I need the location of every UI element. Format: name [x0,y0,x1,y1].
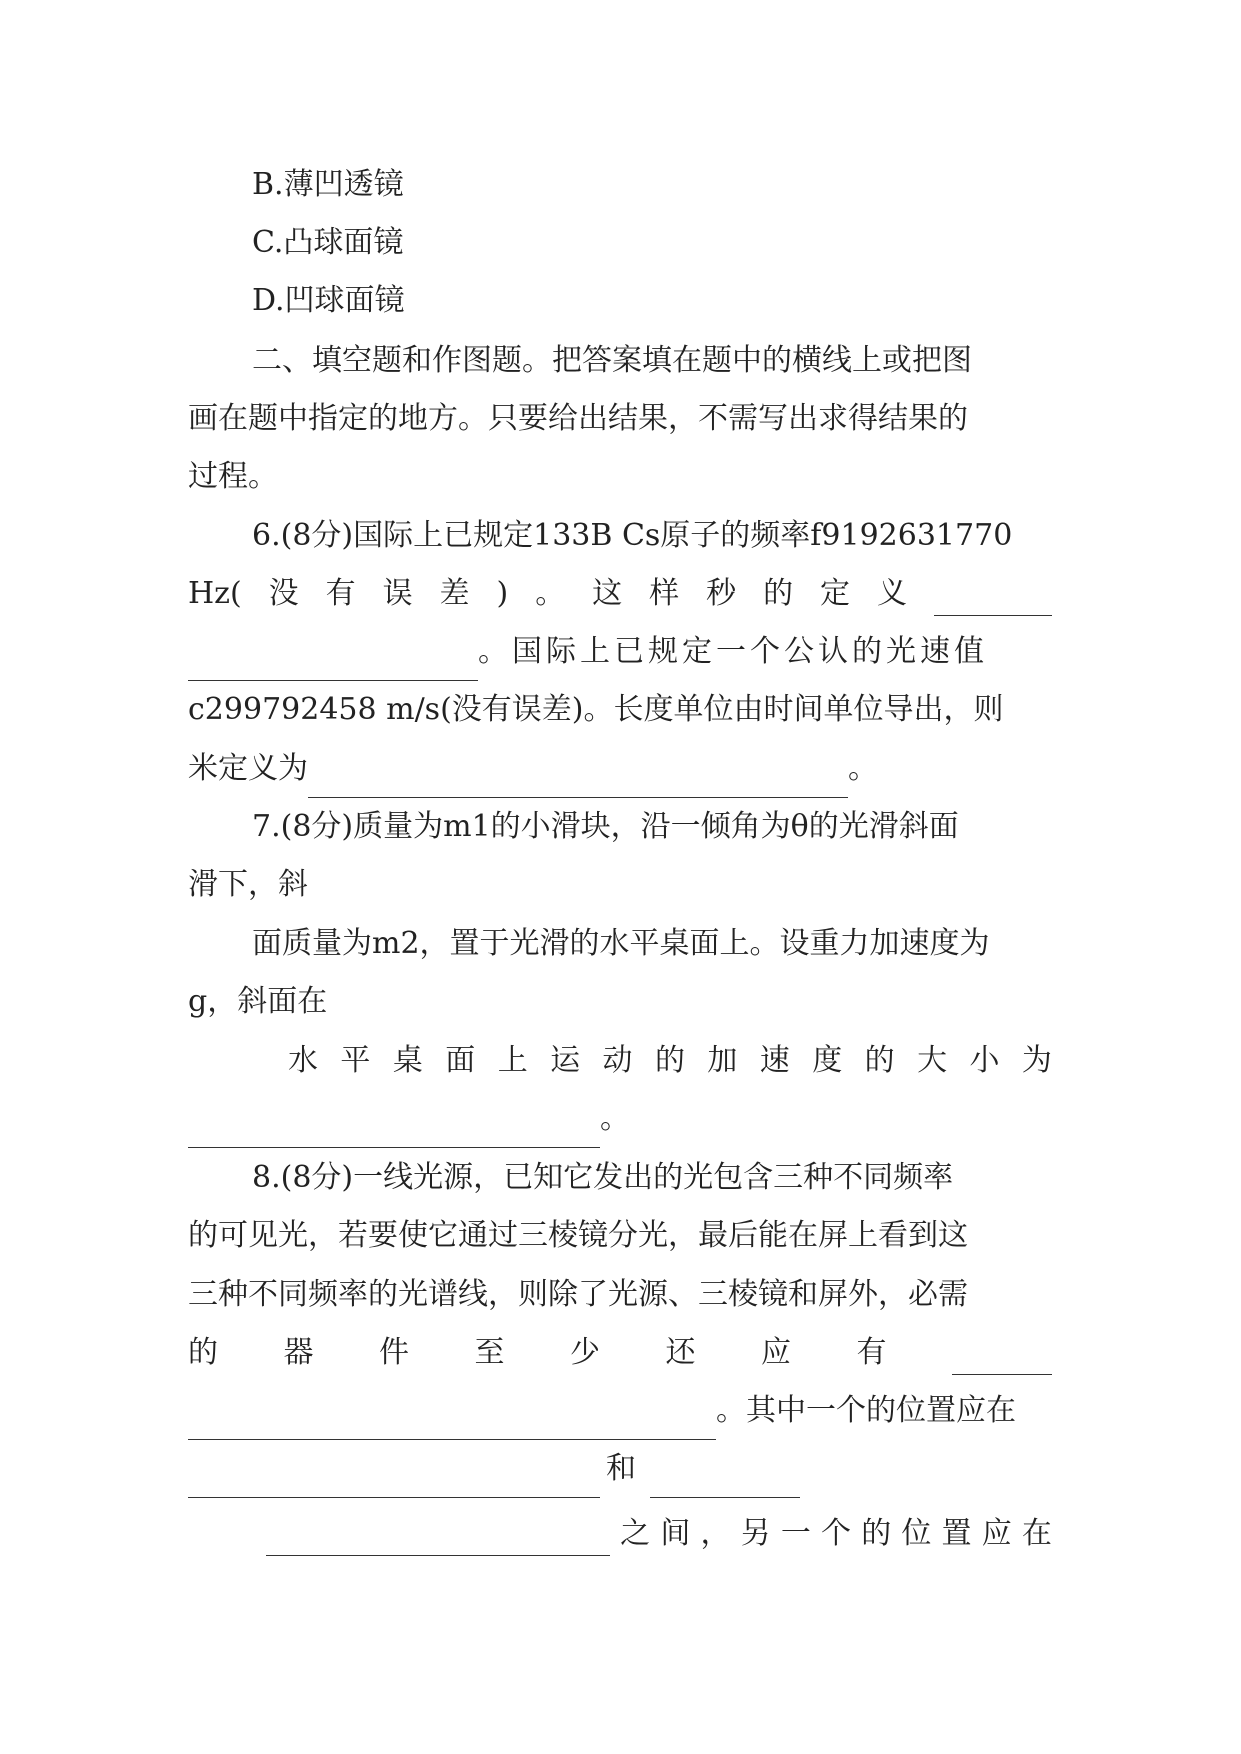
q7-line4: g，斜面在 [188,984,328,1019]
option-c: C.凸球面镜 [252,225,404,260]
q7-word: 桌 [392,1043,423,1078]
q6-word: 样 [649,576,680,611]
q7-line3: 面质量为m2，置于光滑的水平桌面上。设重力加速度为 [252,926,990,961]
q8-answer-blank-3-cont[interactable] [266,1513,610,1556]
q8-line6 [188,1440,1052,1498]
q7-line2: 滑下，斜 [188,867,308,902]
section2-line1: 二、填空题和作图题。把答案填在题中的横线上或把图 [252,343,972,378]
q6-line3 [188,623,1052,681]
q6-word: 。 [535,576,566,611]
q6-line1: 6.(8分)国际上已规定133B Cs原子的频率f9192631770 [252,518,1013,553]
q7-word: 度 [812,1043,843,1078]
q6-word: 这 [592,576,623,611]
q7-word: 加 [707,1043,738,1078]
q6-line3-text: 。国际上已规定一个公认的光速值 [478,634,988,669]
q6-line5-suffix: 。 [848,751,878,786]
q6-line5-prefix: 米定义为 [188,751,308,786]
q7-word: 的 [864,1043,895,1078]
q7-line6-suffix: 。 [600,1101,630,1136]
q8-word: 另 [740,1516,771,1551]
q8-word: 件 [379,1335,409,1370]
q7-line6 [188,1090,1052,1148]
q8-word: 之 [620,1516,651,1551]
q7-word: 大 [917,1043,948,1078]
q7-word: 小 [969,1043,1000,1078]
q8-word: 应 [981,1516,1012,1551]
q6-word: Hz( [188,576,242,611]
q7-line5 [188,1032,1052,1090]
q8-word: 有 [856,1335,887,1370]
q8-word: 应 [761,1335,791,1370]
q8-word: 少 [570,1335,600,1370]
option-d: D.凹球面镜 [252,283,405,318]
q8-line7 [188,1505,1052,1563]
q8-answer-blank-3[interactable] [650,1455,800,1498]
q6-word: 误 [382,576,413,611]
q6-word: 定 [820,576,851,611]
q8-word: 位 [901,1516,932,1551]
q8-answer-blank-2[interactable] [188,1455,600,1498]
q8-word: 个 [821,1516,852,1551]
q6-answer-blank-2[interactable] [308,755,848,798]
q7-word: 水 [288,1043,318,1078]
q6-word: 没 [268,576,299,611]
q7-word: 动 [602,1043,633,1078]
q8-answer-blank-1[interactable] [952,1332,1052,1375]
q8-line1: 8.(8分)一线光源，已知它发出的光包含三种不同频率 [252,1160,954,1195]
q8-word: 至 [474,1335,505,1370]
q7-word: 速 [759,1043,790,1078]
q8-answer-blank-1-cont[interactable] [188,1397,716,1440]
q8-line3: 三种不同频率的光谱线，则除了光源、三棱镜和屏外，必需 [188,1277,968,1312]
q6-answer-blank-1[interactable] [934,573,1052,616]
q7-word: 面 [445,1043,476,1078]
q7-word: 为 [1021,1043,1052,1078]
q8-word: ， [700,1516,731,1551]
q7-answer-blank[interactable] [188,1105,600,1148]
q8-word: 一 [780,1516,811,1551]
q6-answer-blank-1-cont[interactable] [188,638,478,681]
q8-word: 的 [861,1516,892,1551]
q8-word: 在 [1021,1516,1052,1551]
q8-line5 [188,1382,1052,1440]
section2-line3: 过程。 [188,459,278,494]
q7-word: 平 [340,1043,371,1078]
section2-line2: 画在题中指定的地方。只要给出结果，不需写出求得结果的 [188,401,968,436]
q6-word: 差 [439,576,470,611]
q6-word: 义 [877,576,908,611]
q6-word: 有 [325,576,356,611]
q7-word: 上 [497,1043,528,1078]
q8-word: 间 [660,1516,691,1551]
q8-line2: 的可见光，若要使它通过三棱镜分光，最后能在屏上看到这 [188,1218,968,1253]
q8-word: 器 [283,1335,314,1370]
q6-word: 秒 [706,576,737,611]
q8-line4 [188,1324,1052,1382]
q7-word: 运 [550,1043,581,1078]
q7-line1: 7.(8分)质量为m1的小滑块，沿一倾角为θ的光滑斜面 [252,809,959,844]
q8-word: 还 [665,1335,696,1370]
q8-word: 的 [188,1335,218,1370]
q8-line6-mid: 和 [606,1451,636,1486]
q6-line4: c299792458 m/s(没有误差)。长度单位由时间单位导出，则 [188,692,1004,727]
q6-word: 的 [763,576,794,611]
q7-word: 的 [654,1043,685,1078]
q6-word: ) [496,576,509,611]
q6-line2 [188,565,1052,623]
q8-word: 置 [941,1516,972,1551]
q8-line5-text: 。其中一个的位置应在 [716,1393,1016,1428]
option-b: B.薄凹透镜 [252,167,404,202]
q6-line5 [188,740,1052,798]
